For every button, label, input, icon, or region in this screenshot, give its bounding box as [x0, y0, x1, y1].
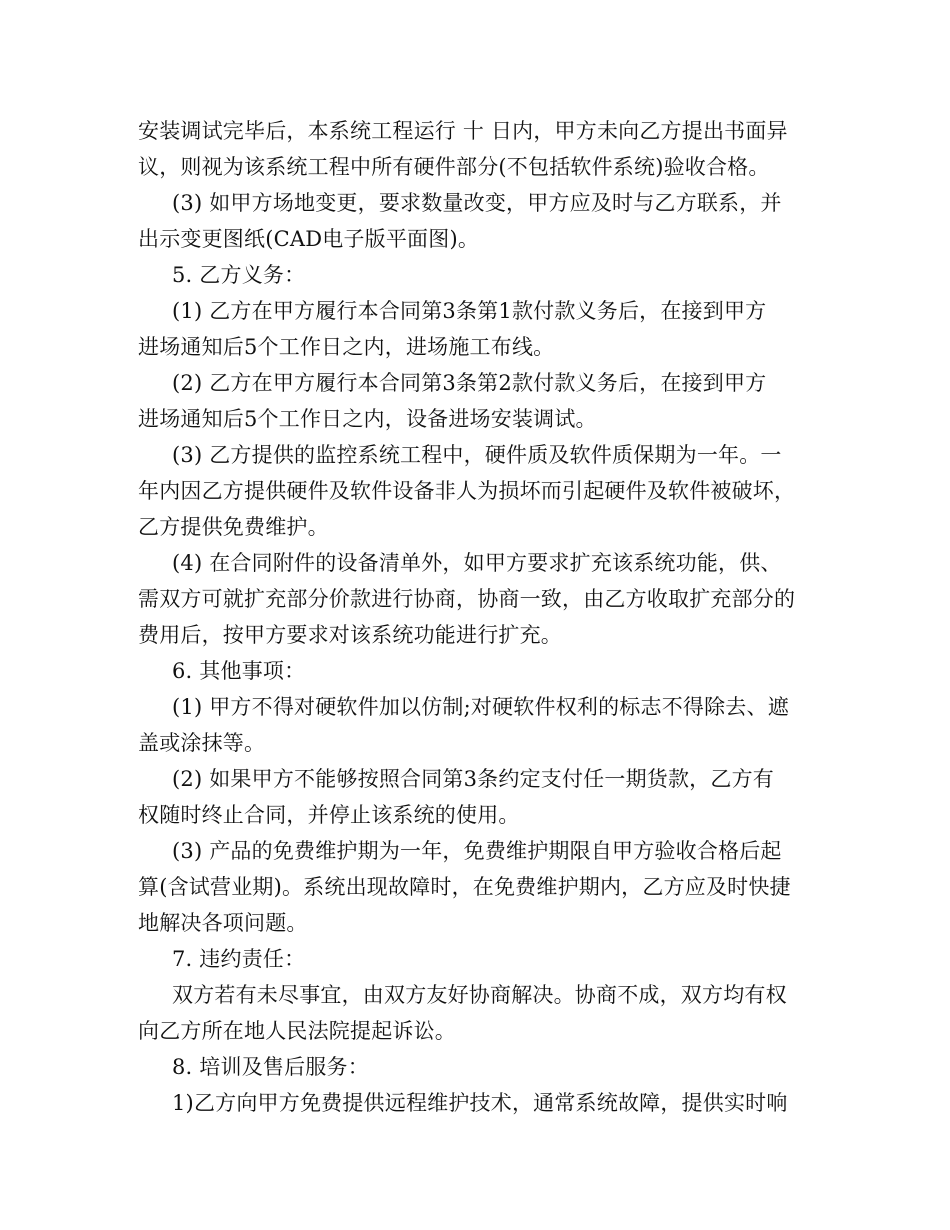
text-line-23: 地解决各项问题。 [138, 911, 308, 935]
text-line-8: (2) 乙方在甲方履行本合同第3条第2款付款义务后，在接到甲方 [172, 371, 767, 395]
text-line-7: 进场通知后5个工作日之内，进场施工布线。 [138, 335, 555, 359]
text-line-26: 向乙方所在地人民法院提起诉讼。 [138, 1019, 456, 1043]
text-line-11: 年内因乙方提供硬件及软件设备非人为损坏而引起硬件及软件被破坏， [138, 479, 796, 503]
text-line-15: 费用后，按甲方要求对该系统功能进行扩充。 [138, 623, 562, 647]
text-line-17: (1) 甲方不得对硬软件加以仿制;对硬软件权利的标志不得除去、遮 [172, 695, 789, 719]
text-line-6: (1) 乙方在甲方履行本合同第3条第1款付款义务后，在接到甲方 [172, 299, 767, 323]
text-line-4: 出示变更图纸(CAD电子版平面图)。 [138, 227, 480, 251]
text-line-18: 盖或涂抹等。 [138, 731, 266, 755]
text-line-28: 1)乙方向甲方免费提供远程维护技术，通常系统故障，提供实时响 [172, 1091, 788, 1115]
text-line-14: 需双方可就扩充部分价款进行协商，协商一致，由乙方收取扩充部分的 [138, 587, 796, 611]
section-heading-5: 5. 乙方义务： [172, 263, 306, 287]
text-line-25: 双方若有未尽事宜，由双方友好协商解决。协商不成，双方均有权 [172, 983, 787, 1007]
section-heading-8: 8. 培训及售后服务： [172, 1055, 369, 1079]
text-line-12: 乙方提供免费维护。 [138, 515, 329, 539]
text-line-1: 安装调试完毕后，本系统工程运行 十 日内，甲方未向乙方提出书面异 [138, 119, 788, 143]
section-heading-7: 7. 违约责任： [172, 947, 306, 971]
text-line-22: 算(含试营业期)。系统出现故障时，在免费维护期内，乙方应及时快捷 [138, 875, 791, 899]
text-line-9: 进场通知后5个工作日之内，设备进场安装调试。 [138, 407, 597, 431]
text-line-20: 权随时终止合同，并停止该系统的使用。 [138, 803, 520, 827]
text-line-19: (2) 如果甲方不能够按照合同第3条约定支付任一期货款，乙方有 [172, 767, 774, 791]
text-line-10: (3) 乙方提供的监控系统工程中，硬件质及软件质保期为一年。一 [172, 443, 782, 467]
text-line-21: (3) 产品的免费维护期为一年，免费维护期限自甲方验收合格后起 [172, 839, 782, 863]
text-line-3: (3) 如甲方场地变更，要求数量改变，甲方应及时与乙方联系，并 [172, 191, 782, 215]
text-line-2: 议，则视为该系统工程中所有硬件部分(不包括软件系统)验收合格。 [138, 155, 770, 179]
section-heading-6: 6. 其他事项： [172, 659, 306, 683]
text-line-13: (4) 在合同附件的设备清单外，如甲方要求扩充该系统功能，供、 [172, 551, 782, 575]
